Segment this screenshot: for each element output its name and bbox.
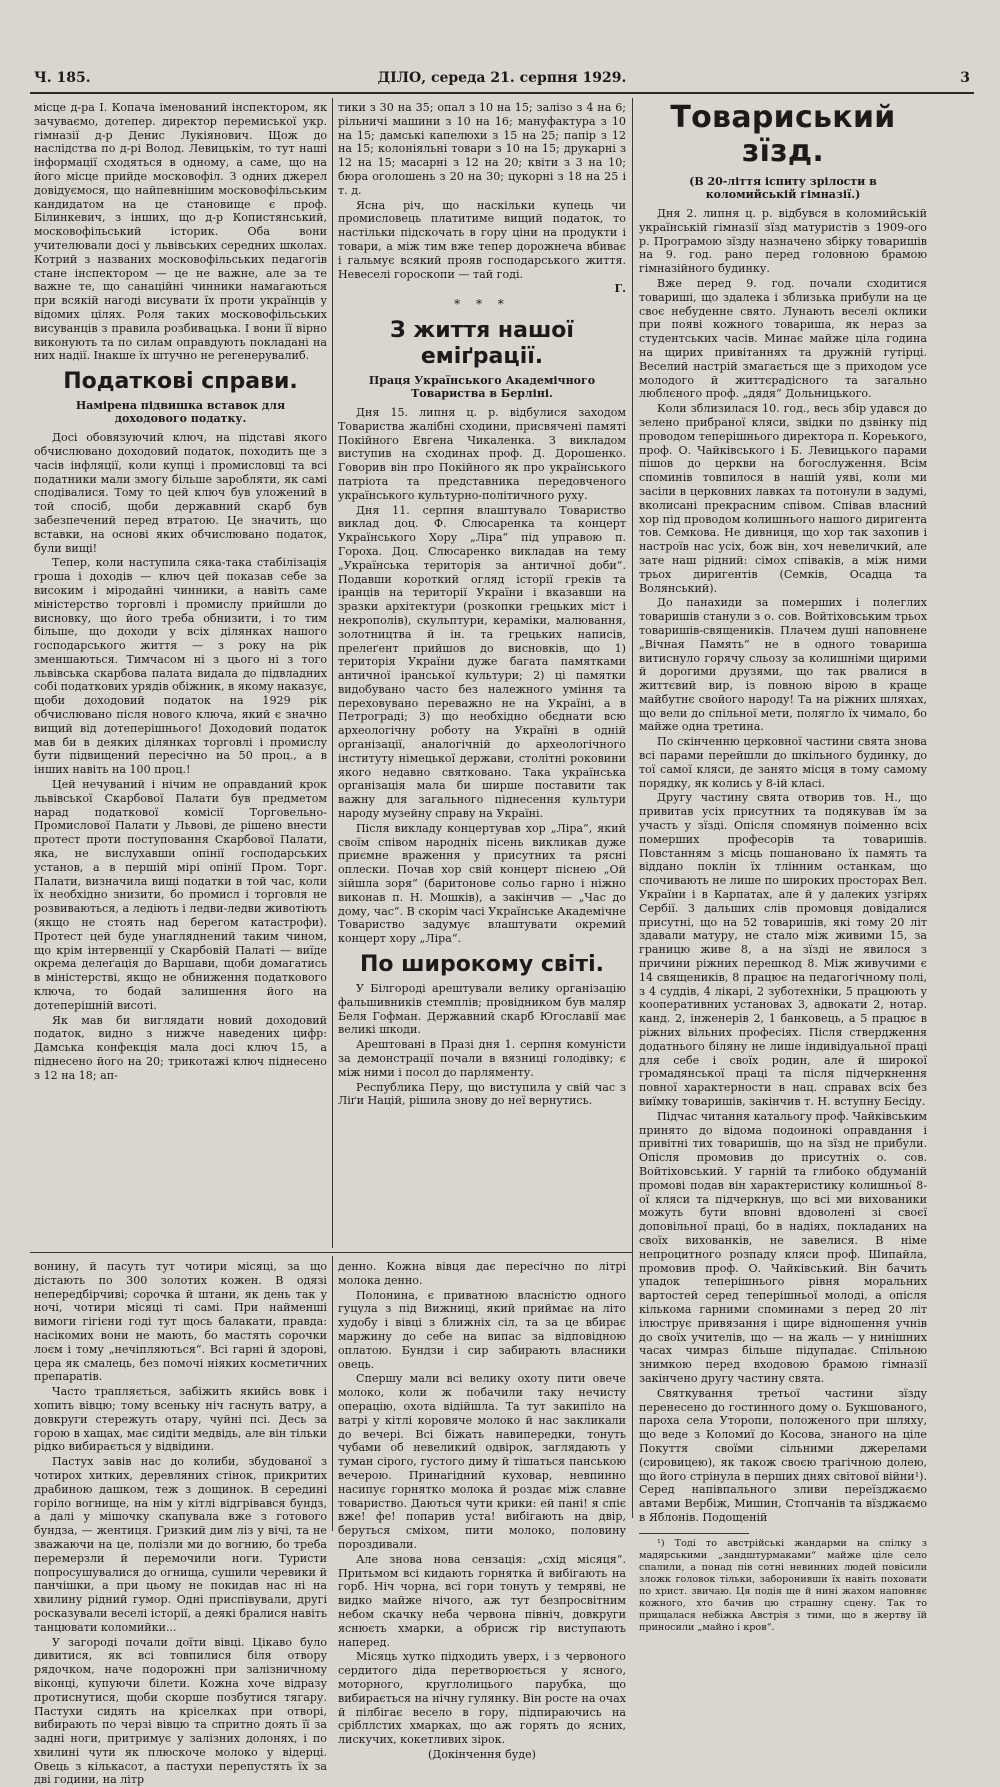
paragraph: Дня 2. липня ц. р. відбувся в коломийській українській гімназії зїзд матуристів з 1909-ого р. Програмою зїзду назначено збірку товаришів на 9. год. рано перед головною брамою гімназійного будинку. [639,207,927,276]
article-subtitle-emigration: Праця Українського Академічного Товариства в Берліні. [368,373,596,400]
paragraph: вонину, й пасуть тут чотири місяці, за що дістають по 300 золотих кожен. В одязі непередбірчиві; сорочка й штани, як день так у ночі, чотири місяці ті самі. При найменші вимоги гігієни годі тут щось балакати, правда: насікомих вони не мають, бо мастять сорочки лоєм і тому „нечіпляються“. Всі гарні й здорові, цера як смалець, без помочі ніяких косметичних препаратів. [34,1260,327,1384]
paragraph: Підчас читання катальогу проф. Чайківським принято до відома подоинокі оправдання і привітні тих товаришів, що на зїзд не прибули. Опісля промовив до присутніх о. сов. Войтіховський. У гарній та глибоко обдуманій промові подав він характеристику колишньої 8-ої кляси та підчеркнув, що всі ми вихованики можуть бути вповні вдоволені зі своєї доповільної праці, бо в надіях, покладаних на своїх вихованків, не завелися. В німе непроцитного розпаду кляси проф. Шипайла, промовив проф. О. Чайківський. Він бачить упадок теперішнього рівня моральних вартостей серед теперішньої молоді, а опісля кількома гарними споминами з перед 20 літ ілюструє привязання і щире відношення учнів до своїх учителів, що — на жаль — у нинішних часах чимраз більше підупадає. Спільною знимкою перед входовою брамою гімназії закінчено другу частину свята. [639,1109,927,1385]
column-1-top [34,101,327,1248]
feuilleton-rule [30,1252,632,1253]
paragraph: Часто трапляється, забіжить якийсь вовк і хопить вівцю; тому всеньку ніч гаснуть ватру, а довкруги стережуть отару, чуйні псі. Десь за горою в хащах, має сидіти медвідь, але він тільки рідко вибирається у відвідини. [34,1385,327,1454]
paragraph: Місяць хутко підходить уверх, і з червоного сердитого діда перетворюється у ясного, моторного, круглолицього парубка, що вибирається на нічну гулянку. Він росте на очах й пілбігає весело в гору, підпираючись на срібллстих хмарках, що аж горять до ясних, лискучих, кокетливих зірок. [338,1650,626,1747]
column-2-top [338,101,626,1248]
paragraph: У Білгороді арештували велику організацію фальшивників стемплів; провідником був маляр Беля Гофман. Державний скарб Югославії має великі шкоди. [338,982,626,1037]
article-subtitle-reunion: (В 20-ліття іспиту зрілости в коломийській гімназії.) [689,175,877,201]
article-title-emigration: З життя нашої еміґрації. [390,317,574,369]
paragraph: Тепер, коли наступила сяка-така стабілізація гроша і доходів — ключ цей показав себе за високим і міродайні чинники, а навіть саме міністерство торговлі і промислу прийшли до висновку, що його треба обнизити, і то тим більше, що доходи у всіх ділянках нашого господарського життя — з року на рік зменшаються. Тимчасом ні з цього ні з того львівська скарбова палата видала до підвладних собі податкових урядів обіжник, в якому наказує, щоби доходовий податок на 1929 рік обчислювано після нового ключа, який є значно вищий від дотеперішнього! Доходовий податок мав би в деяких ділянках торговлі і промислу бути підвищений пересічно на 50 проц., а в інших навіть на 100 проц.! [34,556,327,777]
paragraph: Але знова нова сензація: „схід місяця“. Притьмом всі кидають горнятка й вибігають на горб. Ніч чорна, всі гори тонуть у темряві, не видко майже нічого, аж тут безпросвітним небом скачку неба червона північ, довкруги яснюєть хмарки, а обрисж гір виступають наперед. [338,1552,626,1649]
article-title-tax: Податкові справи. [63,369,298,395]
paragraph: денно. Кожна вівця дає пересічно по літрі молока денно. [338,1260,626,1287]
article-title-reunion: Товариський зїзд. [670,100,896,169]
article-title-world: По широкому світі. [359,952,604,978]
paragraph: Коли зблизилася 10. год., весь збір удався до зелено прибраної кляси, звідки по дзвінку під проводом теперішнього директора п. Кореького, проф. О. Чайківського і Б. Левицького парами пішов до церкви на богослуження. Всім споминів товпилося в нашій уяві, коли ми засіли в церковних лавках та потонули в задумі, вколисані прекрасним співом. Співав власний хор під проводом колишнього нашого диригента тов. Семкова. Не дивниця, що хор так захопив і настроїв нас усіх, бож він, хоч невеличкий, але зате наш рідний: сімох співаків, а між ними трьох диригентів (Семків, Осадца та Волянський). [639,402,927,595]
paragraph: У загороді почали доїти вівці. Цікаво було дивитися, як всі товпилися біля отвору рядочком, наче подорожні при залізничному віконці, купуючи білети. Кожна хоче відразу протиснутися, щоби скорше позбутися тягару. Пастухи сидять на кріселках при отворі, вибирають по черзі вівцю та спритно доять її за задні ноги, притримує у залізних долонях, і по хвилині чути як плюскоче молоко у відерці. Овець з кількасот, а пастухи перепустять їх за дві години, на літр [34,1635,327,1787]
article-continuation: місце д-ра І. Копача іменований інспектором, як зачуваємо, дотепер. директор перемиської укр. гімназії д-р Денис Лукіянович. Щож до наслідства по д-рі Волод. Левицькім, то тут наші інформації сходяться в одному, а саме, що на його місце прийде московофіл. З одних джерел довідуємося, що найпевнішим московофільським кандидатом на це становище є проф. Білинкевич, з інших, що д-р Копистянський, московофільський історик. Оба вони учителювали досі у львівських середних школах. Котрий з названих московофільських педагогів стане інспектором — це не важне, але за те важне те, що санаційні чинники намагаються при всякій нагоді висувати їх проти українців у відомих цілях. Роля таких московофільських висуванців з правила розбивацька. І вони її вірно виконують та по силам оправдують покладані на них надії. Інакше їх штучно не регенерувалиб. [34,101,327,363]
masthead-date: ДІЛО, середа 21. серпня 1929. [377,70,627,86]
paragraph: Святкування третьої частини зїзду перенесено до гостинного дому о. Букшованого, пароха села Уторопи, положеного при шляху, що веде з Коломиї до Косова, знаного на ціле Покуття своїми сільними джерелами (сировицею), як також своєю трагічною долею, що його стрінула в перших днях світової війни¹). Серед напівпального зливи переїзджаємо автами Вербіж, Мишин, Стопчанів та вїзджаємо в Яблонів. Подощеній [639,1386,927,1524]
tax-continuation: тики з 30 на 35; опал з 10 на 15; залізо з 4 на 6; рільничі машини з 10 на 16; мануфактура з 10 на 15; дамські капелюхи з 15 на 25; папір з 12 на 15; колоніяльні товари з 10 на 15; друкарні з 12 на 15; масарні з 12 на 20; квіти з 3 на 10; бюра оголошень з 20 на 30; цукорні з 18 на 25 і т. д. [338,101,626,197]
footnote: ¹) Тоді то австрійські жандарми на спілку з мадярськими „зандштурмаками“ майже ціле село спалили, а понад пів сотні невинних людей повісили зложк головок тільки, заборонивши їх навіть поховати по христ. звичаю. Ця подія ще й нині жахом наповняє кожного, хто бачив цю страшну сцену. Так то прищалася небіжка Австрія з тими, що в жертву їй приносили „майно і кров“. [639,1537,927,1633]
running-header [34,70,970,90]
paragraph: Другу частину свята отворив тов. Н., що привитав усіх присутних та подякував їм за участь у зїзді. Опісля спомянув поіменно всіх померших професорів та товаришів. Повстанням з місць пошановано їх память та віддано поклін їх тлінним останкам, що спочивають не лише по широких просторах Вел. України і в Карпатах, але й у далеких узгірях Сербії. З дальших слів промовця довідалися присутні, що на 52 товаришів, які тому 20 літ здавали матуру, не стало між живими 15, за границю живе 8, а на зїзді не явилося з причини ріжних перешкод 8. Між живучими є 14 священиків, 8 працює на педагогічному полі, з 4 суддів, 4 лікарі, 2 зуботехніки, 5 працюють у кооперативних установах 3, адвокати 2, нотар. канд. 2, інженерів 2, 1 банковець, а 5 працює в ріжних вільних професіях. Після ствердження додатнього біляну не лише індивідуальної праці для себе і своїх родин, але й широкої громадянської праці та після підчеркнення повної характерности в нац. справах всіх без виїмку товаришів, закінчив т. Н. вступну Бесіду. [639,791,927,1108]
column-divider [332,1256,333,1531]
paragraph: Цей нечуваний і нічим не оправданий крок львівської Скарбової Палати був предметом нарад податкової комісії Торговельно-Промислової Палати у Львові, де рішено внести протест проти поступовання Скарбової Палати, яка, не вислухавши опінії господарських установ, а в першій мірі опінії Пром. Торг. Палати, визначила вищі податки в той час, коли їх необхідно знизити, бо промисл і торговля не розвиваються, а ледіють і ледви-ледви животіють (якщо не стоять над берегом катастрофи). Протест цей буде унагляднений таким чином, що крім інтервенції у Скарбовій Палаті — виїде окрема делеґація до Варшави, щоби домагатись в міністерстві, якщо не обниження податкового ключа, то бодай залишення його на дотеперішній висоті. [34,778,327,1012]
paragraph: Арештовані в Празі дня 1. серпня комуністи за демонстрації почали в вязниці голодівку; є між ними і посол до парляменту. [338,1038,626,1079]
feuilleton-column-1 [34,1260,327,1787]
footnote-rule [639,1533,749,1534]
column-divider [632,98,633,1518]
separator: * * * [454,297,510,312]
paragraph: Полонина, є приватною власністю одного гуцула з під Вижниці, який приймає на літо худобу і вівці з ближніх сіл, та за це вбирає маржину до себе на випас за відповідною оплатою. Бундзи і сир забирають власники овець. [338,1288,626,1371]
to-be-continued: (Докінчення буде) [427,1747,537,1761]
paragraph: Спершу мали всі велику охоту пити овече молоко, коли ж побачили таку нечисту операцію, охота відійшла. Та тут закипіло на ватрі у кітлі коровяче молоко й нас закликали до вечері. Всі біжать навипередки, тонуть чубами об невеликий одвірок, заглядають у туман сірого, густого диму й тішаться панською вечерою. Принагідний куховар, невпинно насипує горнятко молока й роздає між славне товариство. Даються чути крики: ей пані! я спіє вже! фе! попарив уста! вибігають на двір, беруться сміхом, пити молоко, половину пороздивали. [338,1372,626,1551]
signature: Г. [614,282,626,296]
paragraph: По скінченню церковної частини свята знова всі парами перейшли до шкільного будинку, до тої самої кляси, де занято місця в тому самому порядку, як колись у 8-ій класі. [639,735,927,790]
paragraph: Дня 15. липня ц. р. відбулися заходом Товариства жалібні сходини, присвячені памяті Покійного Евгена Чикаленка. З викладом виступив на сходинах проф. Д. Дорошенко. Говорив він про Покійного як про українського патріота та представника передовченого українського культурно-політичного руху. [338,405,626,502]
paragraph: Республика Перу, що виступила у свій час з Ліґи Націй, рішила знову до неї вернутись. [338,1080,626,1108]
paragraph: Ясна річ, що наскільки купець чи промисловець платитиме вищий податок, то настільки підскочать в гору ціни на продукти і товари, а між тим вже тепер дорожнеча вбиває і гальмує всякий прояв господарського життя. Невеселі гороскопи — тай годі. [338,198,626,281]
paragraph: Вже перед 9. год. почали сходитися товариші, що здалека і зблизька прибули на це своє небуденне свято. Лунають веселі оклики при появі кожного товариша, як нераз за студентських часів. Минає майже ціла година на щирих привітаннях та дружній гутірці. Веселий настрій змагається ще з приходом усе молодого й життєрадісного та загально люблєного проф. „дядя“ Дольницького. [639,276,927,401]
page-number: 3 [960,70,970,86]
column-3 [639,100,927,1633]
paragraph: До панахиди за померших і полеглих товаришів станули з о. сов. Войтіховським трьох товаришів-священиків. Плачем душі наповнене „Вічная Память“ не в одного товариша витиснуло горячу сльозу за колишніми щирими й дорогими друзями, що так рвалися в життєвий вир, із повною вірою в краще майбутнє свойого народу! Та на ріжних шляхах, що вели до спільної мети, полягло їх чимало, бо майже одна третина. [639,596,927,734]
paragraph: Дня 11. серпня влаштувало Товариство виклад доц. Ф. Слюсаренка та концерт Українського Хору „Ліра“ під управою п. Гороха. Доц. Слюсаренко викладав на тему „Українська територія за античної доби“. Подавши короткий огляд історії греків та іранців на території України і вказавши на зразки архітектури (розкопки грецьких міст і некрополів), скульптури, кераміки, малювання, золотництва й ін. та грецьких написів, прелеґент прийшов до висновків, що 1) територія України дуже багата памятками античної іранської культури; 2) ці памятки видобувано часто без належного уміння та переховувано переважно не на Україні, а в Петрограді; 3) що необхідно обєднати всю археологічну роботу на Україні в одній організації, аналогічній до археологічного інституту німецької держави, столітні роковини якого недавно святковано. Така українська організація мала би ширше поставити так важну для загального піднесення культури народу музейну справу на Україні. [338,503,626,821]
paragraph: Як мав би виглядати новий доходовий податок, видно з нижче наведених цифр: Дамська конфекція мала досі ключ 15, а піднесено його на 20; трикотажі ключ піднесено з 12 на 18; ап- [34,1013,327,1082]
article-subtitle-tax: Намірена підвишка вставок для доходового податку. [75,399,286,426]
paragraph: Після викладу концертував хор „Ліра“, який своїм співом народніх пісень викликав дуже приємне враження у присутних та рясні оплески. Почав хор свій концерт піснею „Ой зійшла зоря“ (баритонове сольо гарно і ніжно виконав п. Н. Мошків), а закінчив — „Час до дому, час“. В скорім часі Українське Академічне Товариство задумує влаштувати окремий концерт хору „Ліра“. [338,821,626,946]
feuilleton-column-2 [338,1260,626,1761]
header-rule [30,92,974,94]
paragraph: Пастух завів нас до колиби, збудованої з чотирох хитких, деревляних стінок, прикритих драбиною дашком, теж з дощинок. В середині горіло вогнище, на нім у кітлі відгрівався бундз, а далі у мішочку скапувала вже з готового бундза, — жентиця. Гризкий дим ліз у вічі, та не зважаючи на це, полізли ми до вогнию, бо треба перемерзли й перемочили ноги. Туристи попросушувалися до огнища, сушили черевики й панчішки, а при цьому не покидав нас ні на хвилину рідний гумор. Одні приспівували, другі росказували веселі історії, а деякі бралися навіть танцювати коломийки... [34,1455,327,1634]
issue-number: Ч. 185. [34,70,91,86]
column-divider [332,98,333,1248]
paragraph: Досі обовязуючий ключ, на підставі якого обчислювано доходовий податок, походить ще з часів інфляції, коли купці і промисловці та всі податники мали змогу більше заробляти, як самі сподівалися. Тому то цей ключ був уложений в той спосіб, щоби державний скарб був забезпечений перед втратою. Це значить, що вставки, на основі яких обчислювано податок, були вищі! [34,431,327,555]
